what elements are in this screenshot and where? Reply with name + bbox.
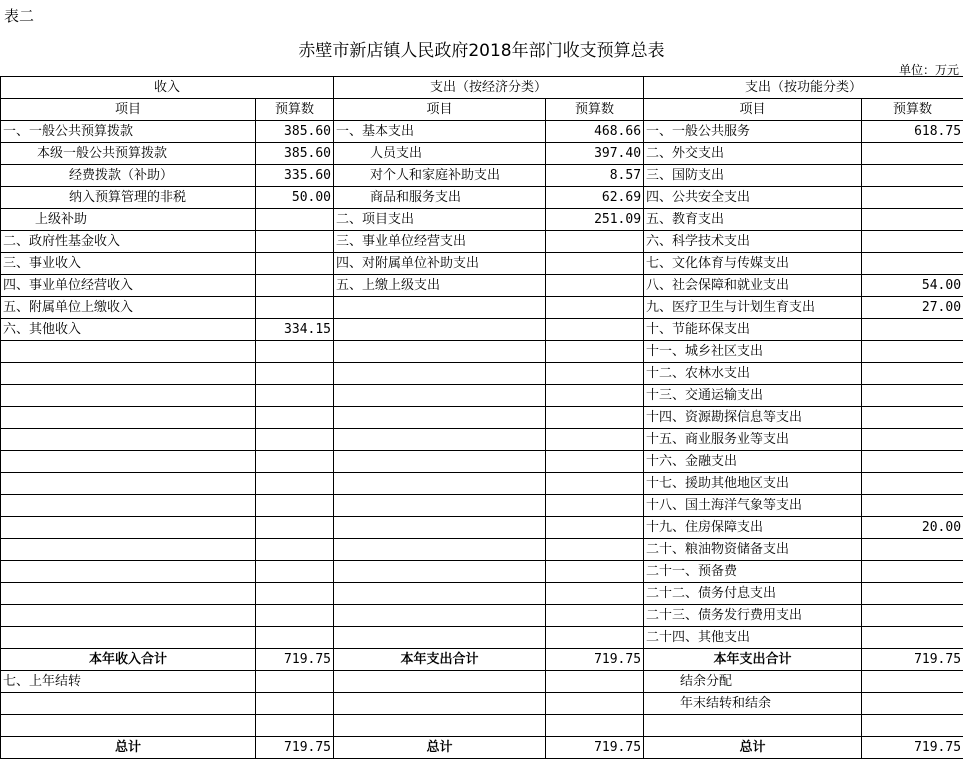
income-amount-cell (256, 693, 334, 715)
econ-amount-cell (546, 451, 644, 473)
income-item-cell: 七、上年结转 (1, 671, 256, 693)
func-item-cell: 七、文化体育与传媒支出 (644, 253, 862, 275)
income-amount-cell (256, 231, 334, 253)
econ-item-cell (334, 561, 546, 583)
sheet-label: 表二 (4, 5, 34, 26)
func-item-cell: 十四、资源勘探信息等支出 (644, 407, 862, 429)
func-amount-cell: 54.00 (862, 275, 963, 297)
total-row (1, 737, 963, 759)
income-amount-cell: 719.75 (256, 649, 334, 671)
econ-amount-cell (546, 671, 644, 693)
rows-row (1, 473, 963, 495)
func-amount-cell (862, 363, 963, 385)
income-item-cell (1, 605, 256, 627)
econ-amount-cell (546, 341, 644, 363)
func-amount-cell (862, 165, 963, 187)
func-item-cell: 十六、金融支出 (644, 451, 862, 473)
econ-amount-cell (546, 583, 644, 605)
income-amount-cell (256, 407, 334, 429)
rows-row (1, 495, 963, 517)
func-item-cell: 总计 (644, 737, 862, 759)
func-item-cell: 一、一般公共服务 (644, 121, 862, 143)
rows-row (1, 165, 963, 187)
func-item-cell: 二十四、其他支出 (644, 627, 862, 649)
func-item-cell: 二十一、预备费 (644, 561, 862, 583)
expense-func-header: 支出（按功能分类） (644, 77, 963, 99)
func-item-cell: 结余分配 (644, 671, 862, 693)
rows-row (1, 407, 963, 429)
func-amount-cell: 618.75 (862, 121, 963, 143)
econ-amount-cell (546, 693, 644, 715)
page-title: 赤壁市新店镇人民政府2018年部门收支预算总表 (0, 36, 963, 61)
income-amount-cell (256, 539, 334, 561)
income-amount-cell (256, 561, 334, 583)
income-item-cell: 总计 (1, 737, 256, 759)
income-item-cell (1, 539, 256, 561)
econ-item-header: 项目 (334, 99, 546, 121)
income-item-cell (1, 451, 256, 473)
income-item-cell (1, 627, 256, 649)
econ-amount-cell: 62.69 (546, 187, 644, 209)
column-header-row (1, 99, 963, 121)
func-amount-cell (862, 715, 963, 737)
func-item-cell: 九、医疗卫生与计划生育支出 (644, 297, 862, 319)
income-item-cell: 三、事业收入 (1, 253, 256, 275)
econ-amount-cell: 8.57 (546, 165, 644, 187)
func-item-cell: 十一、城乡社区支出 (644, 341, 862, 363)
income-amount-cell: 334.15 (256, 319, 334, 341)
func-amount-cell (862, 319, 963, 341)
econ-item-cell: 本年支出合计 (334, 649, 546, 671)
rows-row (1, 363, 963, 385)
econ-item-cell (334, 385, 546, 407)
rows-row (1, 627, 963, 649)
income-amount-cell (256, 209, 334, 231)
func-amount-cell (862, 627, 963, 649)
income-amount-cell (256, 297, 334, 319)
econ-item-cell (334, 429, 546, 451)
econ-item-cell: 商品和服务支出 (334, 187, 546, 209)
econ-item-cell (334, 451, 546, 473)
func-amount-cell (862, 253, 963, 275)
income-item-cell (1, 341, 256, 363)
income-amount-cell (256, 473, 334, 495)
income-item-cell (1, 407, 256, 429)
income-item-cell: 五、附属单位上缴收入 (1, 297, 256, 319)
econ-item-cell (334, 605, 546, 627)
func-item-cell: 八、社会保障和就业支出 (644, 275, 862, 297)
econ-item-cell (334, 715, 546, 737)
income-header: 收入 (1, 77, 334, 99)
econ-amount-cell: 251.09 (546, 209, 644, 231)
econ-item-cell: 三、事业单位经营支出 (334, 231, 546, 253)
func-amount-cell (862, 671, 963, 693)
rows-row (1, 319, 963, 341)
rows-row (1, 253, 963, 275)
func-amount-cell (862, 605, 963, 627)
income-amount-cell (256, 715, 334, 737)
econ-amount-cell: 397.40 (546, 143, 644, 165)
func-amount-cell (862, 539, 963, 561)
income-amount-cell (256, 341, 334, 363)
func-item-cell: 年末结转和结余 (644, 693, 862, 715)
econ-amount-cell (546, 319, 644, 341)
func-item-cell (644, 715, 862, 737)
after-row (1, 693, 963, 715)
func-amount-cell (862, 561, 963, 583)
func-item-cell: 十三、交通运输支出 (644, 385, 862, 407)
rows-row (1, 231, 963, 253)
econ-amount-cell (546, 473, 644, 495)
rows-row (1, 517, 963, 539)
func-item-cell: 本年支出合计 (644, 649, 862, 671)
income-item-cell (1, 429, 256, 451)
subtotal-row (1, 649, 963, 671)
income-item-cell: 二、政府性基金收入 (1, 231, 256, 253)
income-item-cell: 本年收入合计 (1, 649, 256, 671)
econ-amount-cell: 719.75 (546, 737, 644, 759)
income-amount-cell (256, 363, 334, 385)
func-amount-cell: 27.00 (862, 297, 963, 319)
econ-item-cell (334, 319, 546, 341)
func-item-cell: 十八、国土海洋气象等支出 (644, 495, 862, 517)
income-amount-cell (256, 671, 334, 693)
func-amount-cell (862, 187, 963, 209)
func-item-cell: 二、外交支出 (644, 143, 862, 165)
econ-item-cell: 对个人和家庭补助支出 (334, 165, 546, 187)
func-item-cell: 十七、援助其他地区支出 (644, 473, 862, 495)
income-item-cell (1, 561, 256, 583)
func-amount-cell (862, 209, 963, 231)
econ-amount-cell: 468.66 (546, 121, 644, 143)
func-amount-cell: 719.75 (862, 737, 963, 759)
econ-item-cell: 人员支出 (334, 143, 546, 165)
econ-amount-cell (546, 385, 644, 407)
income-amount-cell: 385.60 (256, 143, 334, 165)
after-row (1, 671, 963, 693)
income-item-cell (1, 363, 256, 385)
func-amount-cell (862, 583, 963, 605)
income-amount-cell (256, 429, 334, 451)
econ-item-cell (334, 627, 546, 649)
func-amount-cell (862, 231, 963, 253)
econ-item-cell (334, 473, 546, 495)
income-item-cell (1, 693, 256, 715)
econ-item-cell: 总计 (334, 737, 546, 759)
func-item-cell: 六、科学技术支出 (644, 231, 862, 253)
after-row (1, 715, 963, 737)
func-amount-cell (862, 341, 963, 363)
budget-table (0, 76, 963, 759)
econ-amount-cell (546, 275, 644, 297)
econ-item-cell (334, 539, 546, 561)
unit-label: 单位：万元 (899, 61, 959, 78)
func-amount-cell (862, 385, 963, 407)
func-amount-cell (862, 495, 963, 517)
func-item-header: 项目 (644, 99, 862, 121)
func-amount-header: 预算数 (862, 99, 963, 121)
income-amount-header: 预算数 (256, 99, 334, 121)
income-amount-cell: 335.60 (256, 165, 334, 187)
econ-item-cell (334, 297, 546, 319)
econ-item-cell: 四、对附属单位补助支出 (334, 253, 546, 275)
func-amount-cell (862, 429, 963, 451)
rows-row (1, 187, 963, 209)
rows-row (1, 143, 963, 165)
func-item-cell: 二十二、债务付息支出 (644, 583, 862, 605)
income-item-cell: 上级补助 (1, 209, 256, 231)
rows-row (1, 605, 963, 627)
econ-amount-cell (546, 495, 644, 517)
econ-amount-cell: 719.75 (546, 649, 644, 671)
income-amount-cell (256, 605, 334, 627)
func-item-cell: 五、教育支出 (644, 209, 862, 231)
income-item-cell: 四、事业单位经营收入 (1, 275, 256, 297)
econ-item-cell (334, 583, 546, 605)
rows-row (1, 539, 963, 561)
econ-item-cell: 二、项目支出 (334, 209, 546, 231)
econ-amount-cell (546, 429, 644, 451)
func-item-cell: 三、国防支出 (644, 165, 862, 187)
func-item-cell: 四、公共安全支出 (644, 187, 862, 209)
func-amount-cell (862, 407, 963, 429)
rows-row (1, 275, 963, 297)
econ-amount-cell (546, 627, 644, 649)
econ-amount-cell (546, 407, 644, 429)
rows-row (1, 121, 963, 143)
income-amount-cell: 50.00 (256, 187, 334, 209)
econ-amount-cell (546, 605, 644, 627)
econ-item-cell (334, 495, 546, 517)
rows-row (1, 583, 963, 605)
func-item-cell: 二十、粮油物资储备支出 (644, 539, 862, 561)
econ-item-cell (334, 407, 546, 429)
econ-amount-cell (546, 517, 644, 539)
econ-amount-cell (546, 253, 644, 275)
rows-row (1, 209, 963, 231)
func-item-cell: 二十三、债务发行费用支出 (644, 605, 862, 627)
econ-item-cell (334, 517, 546, 539)
rows-row (1, 297, 963, 319)
econ-amount-cell (546, 231, 644, 253)
func-item-cell: 十二、农林水支出 (644, 363, 862, 385)
income-item-cell (1, 495, 256, 517)
income-amount-cell (256, 253, 334, 275)
econ-amount-header: 预算数 (546, 99, 644, 121)
rows-row (1, 385, 963, 407)
income-item-cell (1, 473, 256, 495)
income-amount-cell (256, 583, 334, 605)
rows-row (1, 341, 963, 363)
econ-item-cell (334, 363, 546, 385)
expense-econ-header: 支出（按经济分类） (334, 77, 644, 99)
econ-amount-cell (546, 539, 644, 561)
income-amount-cell (256, 451, 334, 473)
econ-amount-cell (546, 297, 644, 319)
income-item-cell: 一、一般公共预算拨款 (1, 121, 256, 143)
income-amount-cell (256, 517, 334, 539)
income-amount-cell: 385.60 (256, 121, 334, 143)
rows-row (1, 561, 963, 583)
econ-amount-cell (546, 561, 644, 583)
econ-amount-cell (546, 363, 644, 385)
group-header-row (1, 77, 963, 99)
income-amount-cell (256, 385, 334, 407)
income-item-cell (1, 385, 256, 407)
rows-row (1, 451, 963, 473)
econ-item-cell (334, 671, 546, 693)
income-item-cell: 经费拨款（补助） (1, 165, 256, 187)
econ-item-cell: 五、上缴上级支出 (334, 275, 546, 297)
income-item-cell (1, 715, 256, 737)
income-item-cell (1, 583, 256, 605)
income-amount-cell (256, 495, 334, 517)
income-amount-cell (256, 275, 334, 297)
income-item-cell: 纳入预算管理的非税 (1, 187, 256, 209)
func-item-cell: 十、节能环保支出 (644, 319, 862, 341)
func-amount-cell (862, 473, 963, 495)
econ-item-cell (334, 341, 546, 363)
func-item-cell: 十九、住房保障支出 (644, 517, 862, 539)
func-amount-cell (862, 143, 963, 165)
func-amount-cell (862, 451, 963, 473)
income-item-cell (1, 517, 256, 539)
income-item-cell: 本级一般公共预算拨款 (1, 143, 256, 165)
func-amount-cell: 719.75 (862, 649, 963, 671)
econ-amount-cell (546, 715, 644, 737)
income-amount-cell: 719.75 (256, 737, 334, 759)
income-item-cell: 六、其他收入 (1, 319, 256, 341)
econ-item-cell (334, 693, 546, 715)
func-item-cell: 十五、商业服务业等支出 (644, 429, 862, 451)
rows-row (1, 429, 963, 451)
econ-item-cell: 一、基本支出 (334, 121, 546, 143)
func-amount-cell: 20.00 (862, 517, 963, 539)
income-item-header: 项目 (1, 99, 256, 121)
income-amount-cell (256, 627, 334, 649)
func-amount-cell (862, 693, 963, 715)
